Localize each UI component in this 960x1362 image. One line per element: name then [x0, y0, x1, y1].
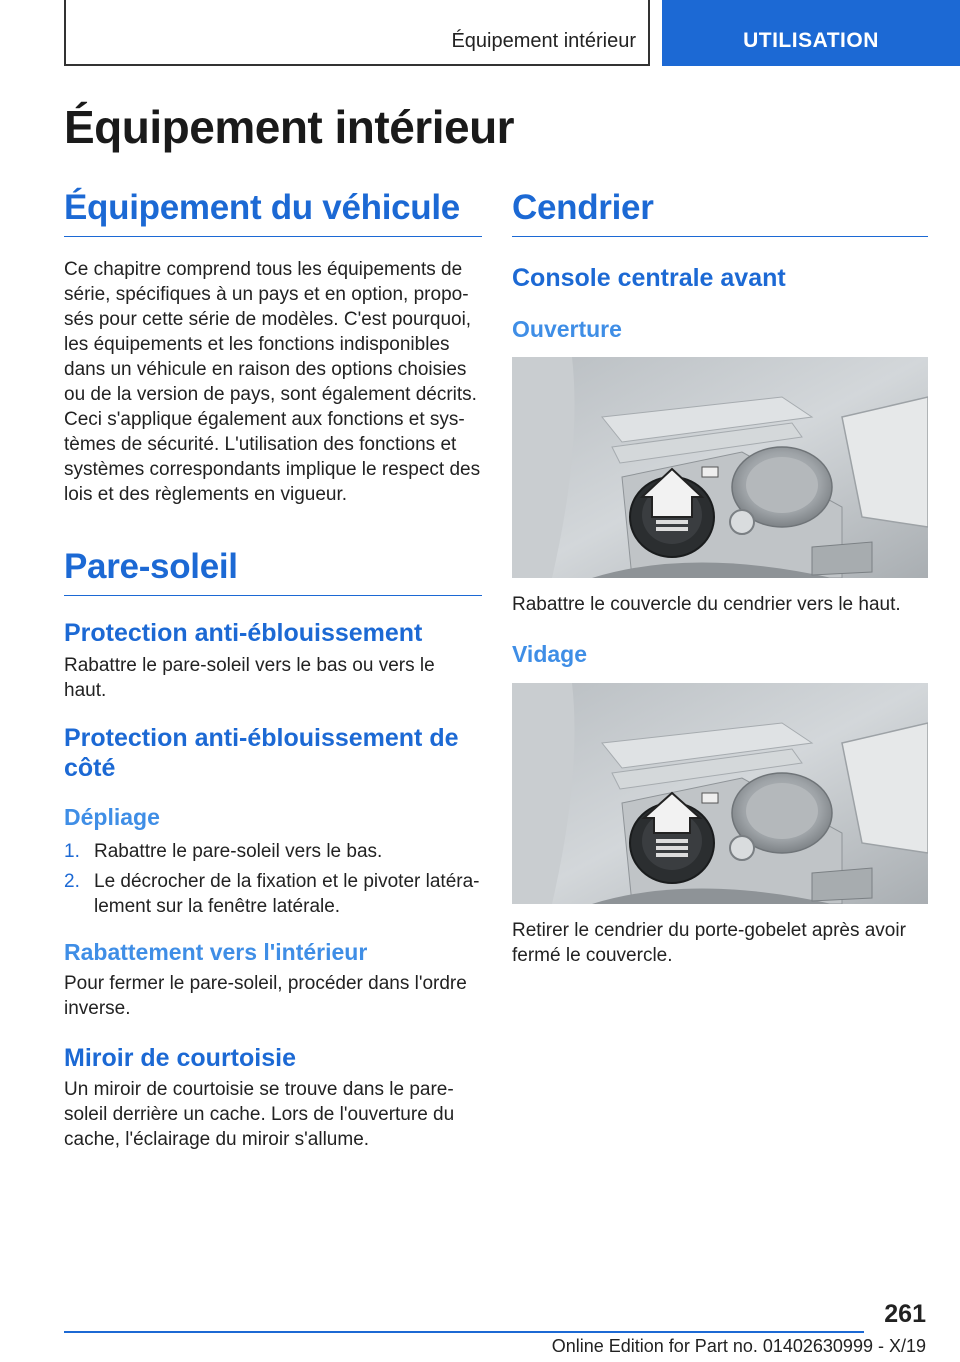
footer-divider	[64, 1331, 864, 1333]
page-number: 261	[884, 1300, 926, 1328]
step-number: 2.	[64, 871, 80, 893]
ashtray-open-photo	[512, 357, 928, 578]
heading-vehicle-equipment: Équipement du véhicule	[64, 188, 482, 237]
step-text: Le décrocher de la fixation et le pivoter latéralement sur la fenêtre latérale.	[94, 871, 480, 918]
heading-vanity-mirror: Miroir de courtoisie	[64, 1043, 296, 1072]
paragraph-vanity-mirror: Un miroir de courtoisie se trouve dans le pare-soleil derrière un cache. Lors de l'ouverture du cache, l'éclairage du miroir s'allume.	[64, 1079, 455, 1151]
paragraph-emptying: Retirer le cendrier du porte-gobelet après avoir fermé le couvercle.	[512, 919, 906, 966]
heading-fold-in: Rabattement vers l'intérieur	[64, 939, 368, 966]
paragraph-fold-in: Pour fermer le pare-soleil, procéder dans l'ordre inverse.	[64, 972, 467, 1019]
heading-sun-visor: Pare-soleil	[64, 547, 482, 596]
heading-ashtray: Cendrier	[512, 188, 928, 237]
heading-opening: Ouverture	[512, 315, 622, 342]
heading-glare-protection: Protection anti-éblouissement	[64, 619, 423, 647]
heading-emptying: Vidage	[512, 641, 587, 668]
header-section-box	[64, 0, 650, 66]
footer-edition-text: Online Edition for Part no. 01402630999 - X/19	[551, 1336, 926, 1356]
ashtray-empty-photo	[512, 683, 928, 904]
step-number: 1.	[64, 841, 80, 863]
paragraph-opening: Rabattre le couvercle du cendrier vers le haut.	[512, 594, 901, 616]
heading-side-glare-protection: Protection anti-éblouissement de côté	[64, 723, 459, 782]
list-item	[64, 869, 482, 919]
header-chapter-tab[interactable]	[662, 0, 960, 66]
page-title: Équipement intérieur	[64, 101, 515, 153]
heading-unfold: Dépliage	[64, 803, 160, 830]
list-item	[64, 839, 482, 864]
header-section-title: Équipement intérieur	[451, 30, 636, 52]
left-column	[64, 188, 482, 1152]
heading-front-center-console: Console centrale avant	[512, 264, 786, 292]
right-column	[512, 188, 928, 968]
paragraph-vehicle-equipment: Ce chapitre comprend tous les équipements de série, spécifiques à un pays et en option, proposés pour cette série de modèles. C'est pourquoi, les équipements et les fonctions indisponibles dans un véhicule en raison des options choisies ou de la version de pays, sont également décrits. Ceci s'applique également aux fonctions et systèmes de sécurité. L'utilisation des fonctions et systèmes correspondants implique le respect des lois et des règlements en vigueur.	[64, 259, 481, 505]
step-text: Rabattre le pare-soleil vers le bas.	[94, 841, 383, 863]
paragraph-glare-protection: Rabattre le pare-soleil vers le bas ou vers le haut.	[64, 654, 435, 701]
header-chapter-label: UTILISATION	[743, 29, 879, 52]
unfold-steps-list	[64, 839, 482, 919]
